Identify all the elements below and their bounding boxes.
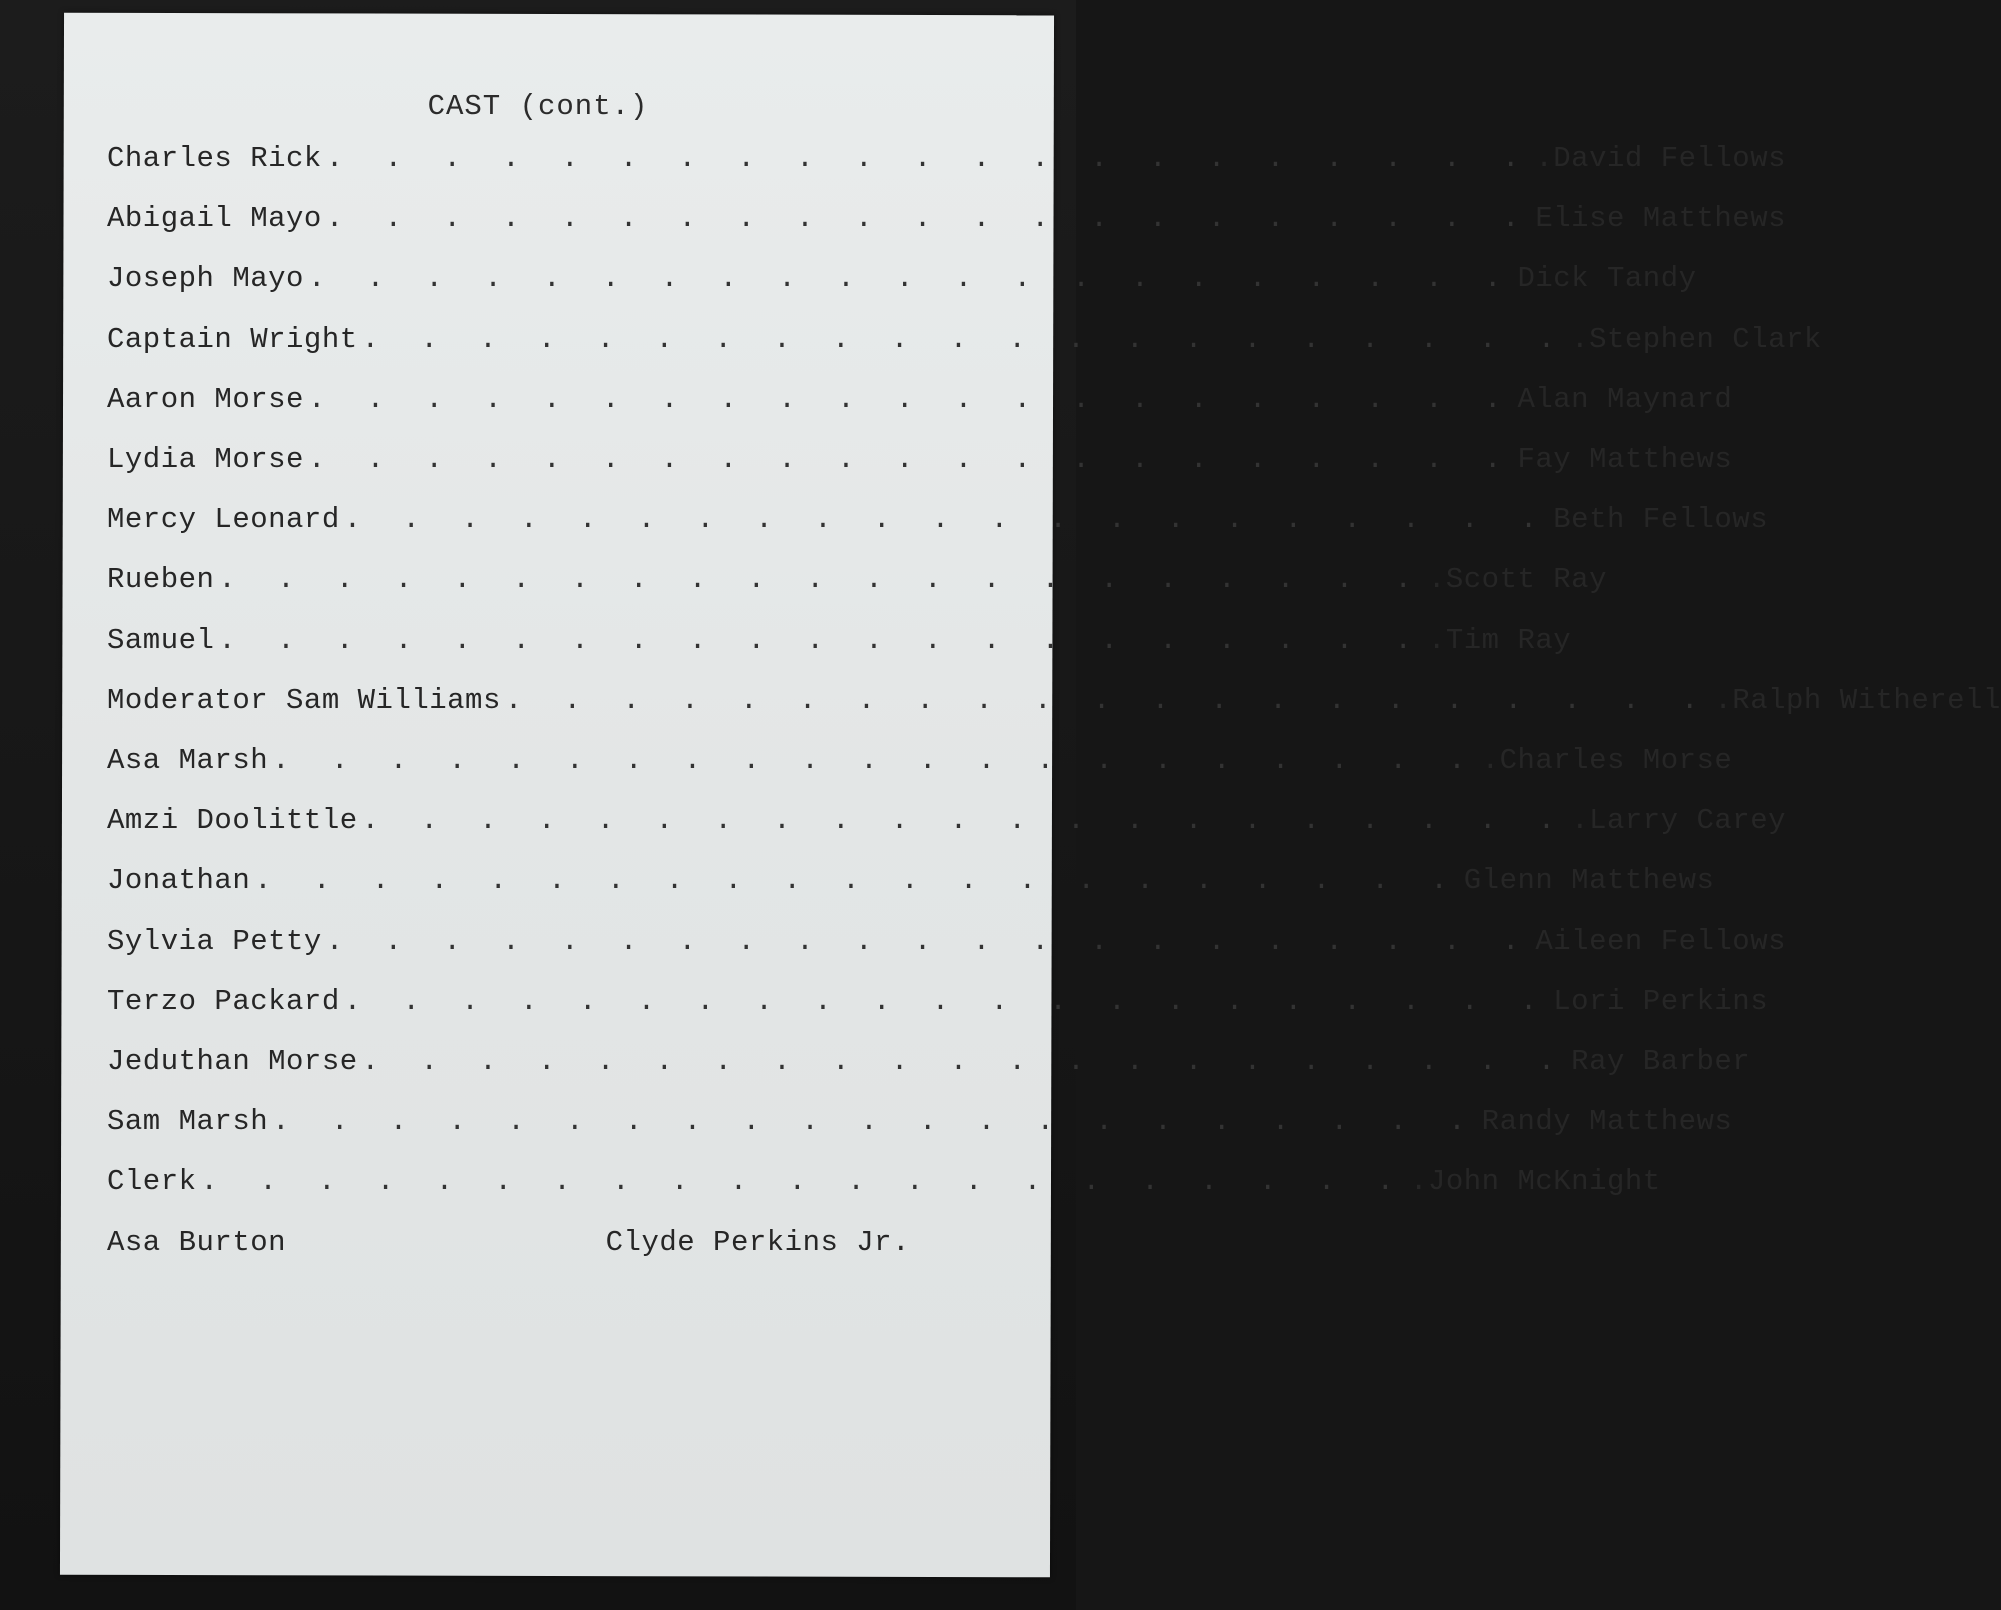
dot-leader: . . . . . . . . . . . . . . . . . . . . . bbox=[325, 924, 1532, 958]
actor-name: Aileen Fellows bbox=[1535, 924, 1787, 958]
cast-row bbox=[107, 683, 2001, 728]
role-name: Lydia Morse bbox=[107, 443, 304, 476]
actor-name: .David Fellows bbox=[1535, 142, 1787, 175]
dot-leader: . . . . . . . . . . . . . . . . . . . . . bbox=[307, 262, 1514, 296]
actor-name: Beth Fellows bbox=[1553, 503, 1769, 537]
cast-row bbox=[107, 623, 1572, 668]
cast-row bbox=[107, 142, 1787, 186]
role-name: Abigail Mayo bbox=[107, 202, 322, 236]
dot-leader: . . . . . . . . . . . . . . . . . . . . . bbox=[200, 1165, 1407, 1199]
actor-name: Glenn Matthews bbox=[1463, 864, 1715, 898]
actor-name: Elise Matthews bbox=[1535, 202, 1787, 236]
cast-row bbox=[107, 503, 1769, 547]
role-name: Amzi Doolittle bbox=[107, 804, 358, 838]
dot-leader: . . . . . . . . . . . . . . . . . . . . . bbox=[504, 683, 1711, 717]
actor-name: .Ralph Witherell bbox=[1714, 683, 2001, 717]
actor-name: Clyde Perkins Jr. bbox=[605, 1225, 910, 1259]
page-title: CAST (cont.) bbox=[427, 90, 649, 123]
role-name: Rueben bbox=[107, 563, 215, 597]
role-name: Jeduthan Morse bbox=[107, 1045, 358, 1078]
dot-leader: . . . . . . . . . . . . . . . . . . . . . bbox=[343, 503, 1550, 537]
dot-leader: . . . . . . . . . . . . . . . . . . . . . bbox=[343, 984, 1550, 1018]
dot-leader: . . . . . . . . . . . . . . . . . . . . . bbox=[272, 1105, 1478, 1139]
role-name: Clerk bbox=[107, 1165, 197, 1199]
actor-name: .Larry Carey bbox=[1571, 804, 1787, 838]
cast-row bbox=[107, 322, 1822, 367]
actor-name: Lori Perkins bbox=[1553, 984, 1769, 1018]
dot-leader: . . . . . . . . . . . . . . . . . . . . . bbox=[325, 202, 1532, 236]
cast-row bbox=[107, 443, 1733, 487]
dot-leader: . . . . . . . . . . . . . . . . . . . . . bbox=[218, 623, 1424, 657]
role-name: Moderator Sam Williams bbox=[107, 683, 501, 717]
cast-row bbox=[107, 864, 1715, 908]
dot-leader: . . . . . . . . . . . . . . . . . . . . . bbox=[307, 382, 1514, 416]
dot-leader: . . . . . . . . . . . . . . . . . . . . . bbox=[361, 804, 1568, 838]
dot-leader: . . . . . . . . . . . . . . . . . . . . . bbox=[325, 142, 1532, 175]
dot-leader: . . . . . . . . . . . . . . . . . . . . . bbox=[272, 744, 1478, 777]
actor-name: Ray Barber bbox=[1571, 1045, 1751, 1078]
role-name: Asa Marsh bbox=[107, 744, 269, 777]
role-name: Jonathan bbox=[107, 864, 251, 898]
actor-name: .Stephen Clark bbox=[1571, 322, 1822, 356]
role-name: Captain Wright bbox=[107, 322, 358, 356]
cast-row bbox=[107, 382, 1733, 427]
role-name: Terzo Packard bbox=[107, 984, 340, 1018]
cast-row bbox=[107, 202, 1787, 246]
actor-name: .John McKnight bbox=[1410, 1165, 1661, 1199]
role-name: Mercy Leonard bbox=[107, 503, 340, 537]
role-name: Samuel bbox=[107, 623, 215, 657]
role-name: Aaron Morse bbox=[107, 382, 304, 416]
dot-leader: . . . . . . . . . . . . . . . . . . . . . bbox=[218, 563, 1424, 597]
cast-row bbox=[107, 1045, 1751, 1089]
role-name: Sylvia Petty bbox=[107, 924, 322, 958]
dot-leader: . . . . . . . . . . . . . . . . . . . . . bbox=[361, 322, 1568, 356]
role-name: Charles Rick bbox=[107, 142, 322, 175]
actor-name: .Scott Ray bbox=[1427, 563, 1607, 597]
dot-leader: . . . . . . . . . . . . . . . . . . . . . bbox=[361, 1045, 1568, 1078]
role-name: Asa Burton bbox=[107, 1225, 287, 1259]
actor-name: .Charles Morse bbox=[1481, 744, 1733, 777]
cast-row bbox=[107, 984, 1769, 1029]
cast-row bbox=[107, 1165, 1661, 1209]
dot-leader: . . . . . . . . . . . . . . . . . . . . . bbox=[307, 443, 1514, 476]
actor-name: Alan Maynard bbox=[1517, 382, 1733, 416]
actor-name: Fay Matthews bbox=[1517, 443, 1733, 476]
typewritten-page bbox=[60, 13, 1054, 1578]
cast-row bbox=[107, 262, 1697, 306]
role-name: Joseph Mayo bbox=[107, 262, 304, 296]
cast-row bbox=[107, 744, 1733, 788]
role-name: Sam Marsh bbox=[107, 1105, 269, 1139]
cast-row bbox=[107, 1226, 910, 1270]
actor-name: Randy Matthews bbox=[1481, 1105, 1733, 1139]
cast-row bbox=[107, 563, 1607, 607]
cast-row bbox=[107, 804, 1787, 848]
cast-row bbox=[107, 1105, 1733, 1149]
actor-name: .Tim Ray bbox=[1427, 623, 1572, 657]
dot-leader: . . . . . . . . . . . . . . . . . . . . . bbox=[254, 864, 1460, 898]
actor-name: Dick Tandy bbox=[1517, 262, 1697, 296]
cast-row bbox=[107, 924, 1787, 969]
